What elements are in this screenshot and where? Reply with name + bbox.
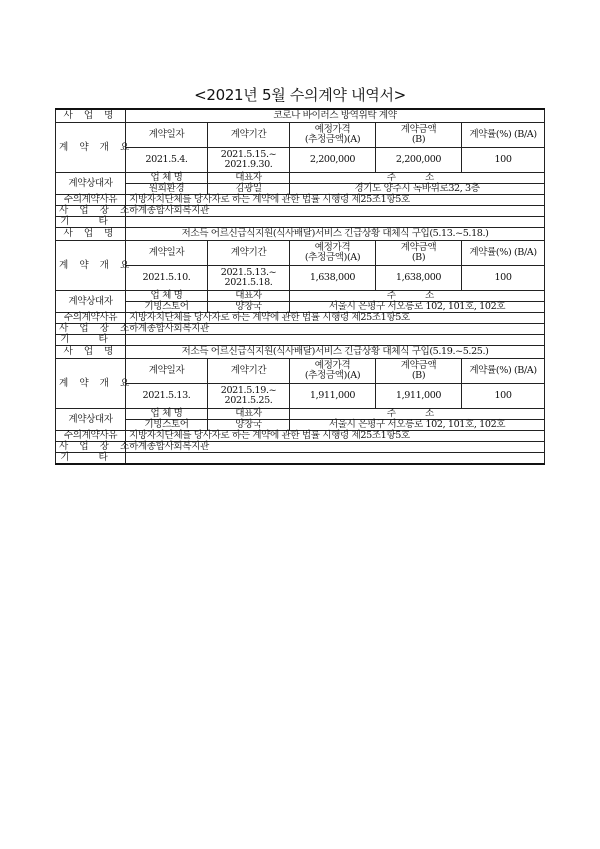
- contract-date: 2021.5.13.: [126, 384, 208, 409]
- contract-period: 2021.5.19.~ 2021.5.25.: [208, 384, 290, 409]
- col-period-header: 계약기간: [208, 359, 290, 384]
- other-value: [126, 335, 545, 346]
- col-rate-header: 계약률(%) (B/A): [462, 123, 545, 148]
- company-name: 기빙스토어: [126, 302, 208, 313]
- col-address-header: 주 소: [290, 173, 545, 184]
- contractor-label: 계약상대자: [56, 173, 126, 195]
- other-value: [126, 217, 545, 228]
- reason-value: 지방자치단체를 당사자로 하는 계약에 관한 법률 시행령 제25조1항5호: [126, 431, 545, 442]
- reason-value: 지방자치단체를 당사자로 하는 계약에 관한 법률 시행령 제25조1항5호: [126, 195, 545, 206]
- reason-value: 지방자치단체를 당사자로 하는 계약에 관한 법률 시행령 제25조1항5호: [126, 313, 545, 324]
- col-date-header: 계약일자: [126, 359, 208, 384]
- col-estimate-header: 예정가격 (추정금액)(A): [290, 359, 376, 384]
- location-label: 사 업 장 소: [56, 324, 126, 335]
- contract-rate: 100: [462, 148, 545, 173]
- representative-name: 양창국: [208, 420, 290, 431]
- estimated-price: 2,200,000: [290, 148, 376, 173]
- col-company-header: 업 체 명: [126, 291, 208, 302]
- col-rate-header: 계약률(%) (B/A): [462, 359, 545, 384]
- contract-date: 2021.5.10.: [126, 266, 208, 291]
- contract-overview-label: 계 약 개 요: [56, 359, 126, 409]
- col-estimate-header: 예정가격 (추정금액)(A): [290, 241, 376, 266]
- business-name-label: 사 업 명: [56, 346, 126, 359]
- company-address: 서울시 은평구 서오릉로 102, 101호, 102호: [290, 420, 545, 431]
- representative-name: 양창국: [208, 302, 290, 313]
- contract-date: 2021.5.4.: [126, 148, 208, 173]
- col-date-header: 계약일자: [126, 123, 208, 148]
- contract-period: 2021.5.15.~ 2021.9.30.: [208, 148, 290, 173]
- col-rate-header: 계약률(%) (B/A): [462, 241, 545, 266]
- col-representative-header: 대표자: [208, 291, 290, 302]
- location-label: 사 업 장 소: [56, 442, 126, 453]
- col-amount-header: 계약금액 (B): [376, 241, 462, 266]
- col-company-header: 업 체 명: [126, 409, 208, 420]
- contract-rate: 100: [462, 266, 545, 291]
- reason-label: 수의계약사유: [56, 313, 126, 324]
- contractor-label: 계약상대자: [56, 291, 126, 313]
- col-date-header: 계약일자: [126, 241, 208, 266]
- company-address: 서울시 은평구 서오릉로 102, 101호, 102호: [290, 302, 545, 313]
- col-amount-header: 계약금액 (B): [376, 123, 462, 148]
- col-address-header: 주 소: [290, 291, 545, 302]
- contract-period: 2021.5.13.~ 2021.5.18.: [208, 266, 290, 291]
- other-value: [126, 453, 545, 465]
- col-amount-header: 계약금액 (B): [376, 359, 462, 384]
- col-representative-header: 대표자: [208, 173, 290, 184]
- location-value: 하계종합사회복지관: [126, 324, 545, 335]
- reason-label: 수의계약사유: [56, 431, 126, 442]
- business-name-label: 사 업 명: [56, 228, 126, 241]
- representative-name: 김광일: [208, 184, 290, 195]
- contractor-label: 계약상대자: [56, 409, 126, 431]
- col-estimate-header: 예정가격 (추정금액)(A): [290, 123, 376, 148]
- contract-amount: 2,200,000: [376, 148, 462, 173]
- location-value: 하계종합사회복지관: [126, 442, 545, 453]
- col-period-header: 계약기간: [208, 123, 290, 148]
- contract-overview-label: 계 약 개 요: [56, 241, 126, 291]
- contract-rate: 100: [462, 384, 545, 409]
- location-label: 사 업 장 소: [56, 206, 126, 217]
- col-period-header: 계약기간: [208, 241, 290, 266]
- col-representative-header: 대표자: [208, 409, 290, 420]
- contract-table: [55, 108, 545, 465]
- other-label: 기 타: [56, 335, 126, 346]
- contract-overview-label: 계 약 개 요: [56, 123, 126, 173]
- col-company-header: 업 체 명: [126, 173, 208, 184]
- estimated-price: 1,638,000: [290, 266, 376, 291]
- other-label: 기 타: [56, 453, 126, 465]
- document-title: <2021년 5월 수의계약 내역서>: [194, 86, 406, 104]
- company-address: 경기도 양주시 독바위로32, 3층: [290, 184, 545, 195]
- other-label: 기 타: [56, 217, 126, 228]
- company-name: 원희환경: [126, 184, 208, 195]
- company-name: 기빙스토어: [126, 420, 208, 431]
- col-address-header: 주 소: [290, 409, 545, 420]
- business-name-value: 저소득 어르신급식지원(식사배달)서비스 긴급상황 대체식 구입(5.19.~5.25.): [126, 346, 545, 359]
- business-name-value: 저소득 어르신급식지원(식사배달)서비스 긴급상황 대체식 구입(5.13.~5.18.): [126, 228, 545, 241]
- reason-label: 수의계약사유: [56, 195, 126, 206]
- contract-amount: 1,911,000: [376, 384, 462, 409]
- estimated-price: 1,911,000: [290, 384, 376, 409]
- contract-amount: 1,638,000: [376, 266, 462, 291]
- business-name-label: 사 업 명: [56, 109, 126, 123]
- location-value: 하계종합사회복지관: [126, 206, 545, 217]
- business-name-value: 코로나 바이러스 방역위탁 계약: [126, 109, 545, 123]
